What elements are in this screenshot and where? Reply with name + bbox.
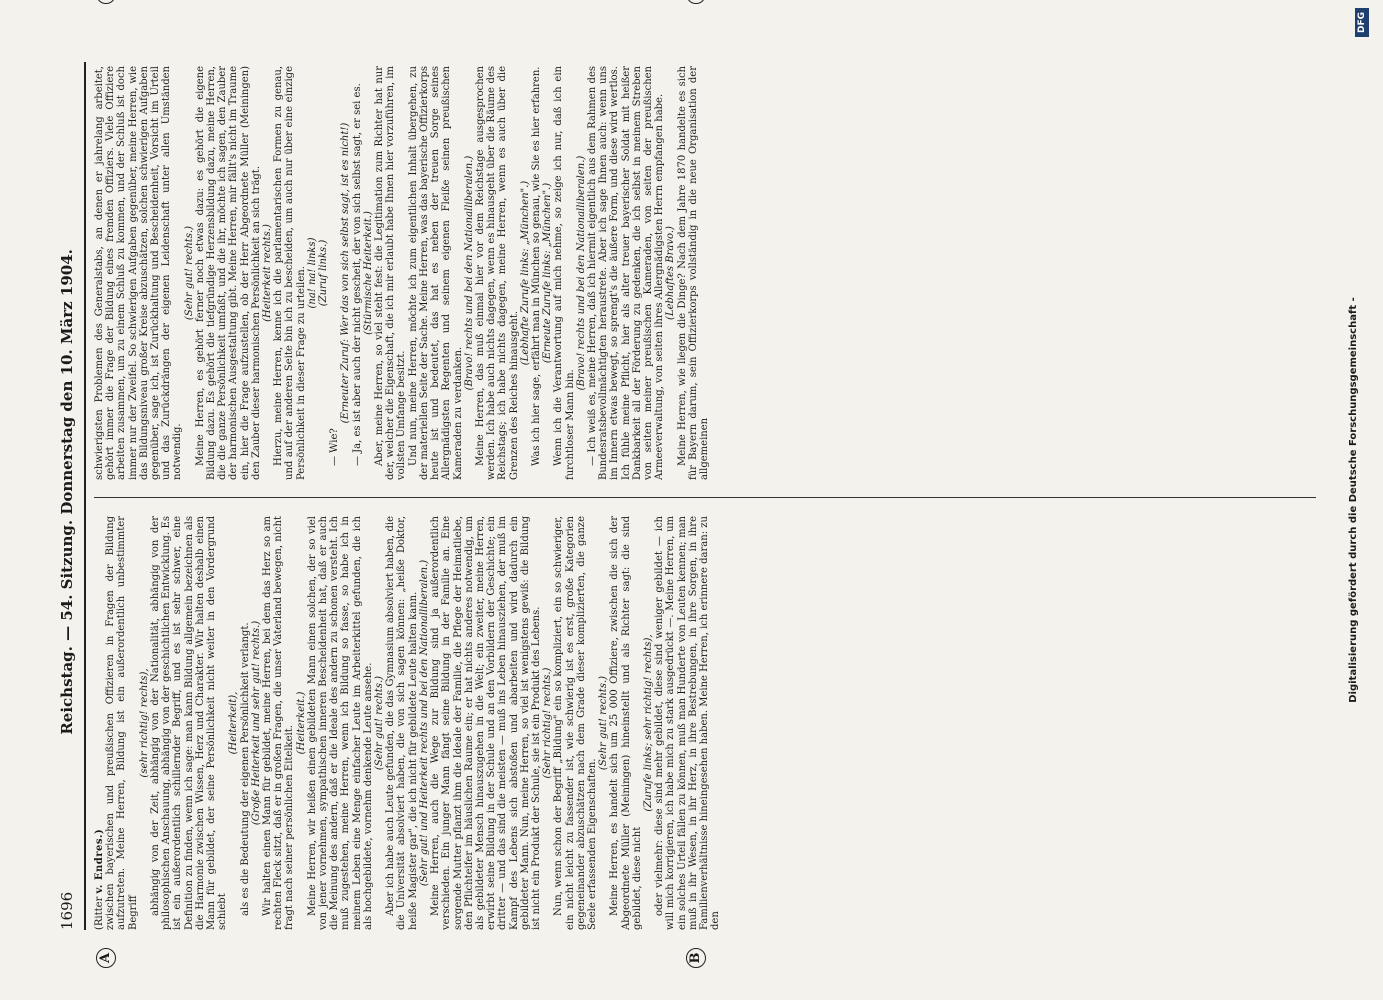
margin-marker-b: B: [686, 948, 706, 968]
interjection: (sehr richtig! rechts),: [138, 668, 150, 778]
paragraph: — Ja, es ist aber auch der nicht gescheit, der von sich selbst sagt, er sei es.: [351, 83, 363, 466]
interjection: (Bravo! rechts und bei den Nationalliberalen.): [463, 155, 475, 391]
speaker-line: [94, 516, 105, 930]
paragraph: Meine Herren, auch die Wege zur Bildung sind ja außerordentlich verschieden. Ein junger Mann fängt seine Bildung in der Familie an. Eine sorgende Mutter pflanzt ihm die Ideale der Familie, die Pflege der Heimatliebe, den Pflichteifer im häuslichen Raume ein; er hat nichts anderes notwendig, um als gebildeter Mensch hinauszugehen in die Welt; ein zweiter, meine Herren, erwirbt seine Bildung in der Schule und an den Vorbildern der Geschichte; ein dritter — und das sind die meisten — muß ins Leben hinausziehen, der muß im Kampf des Lebens sich abstoßen und abarbeiten und wird dadurch ein gebildeter Mann. Nun, meine Herren, so viel ist wenigstens gewiß: die Bildung ist nicht ein Produkt der Schule, sie ist ein Produkt des Lebens.: [430, 516, 542, 930]
paragraph: schwierigsten Problemen des Generalstabs, an denen er jahrelang arbeitet, gehört immer die Frage der Bildung eines fremden Offiziers. Viele Offiziere arbeiten zusammen, um zu einem Schluß zu kommen, und der Schluß ist doch immer nur der Zweifel. So schwierigen Aufgaben gegenüber, meine Herren, wie das Bildungsniveau großer Kreise abzuschätzen, solchen schwierigen Aufgaben gegenüber, sage ich, ist Zurückhaltung und Bescheidenheit, Vorsicht im Urteil und das Zurückdrängen der eigenen Leidenschaft unter allen Umständen notwendig.: [94, 66, 184, 480]
margin-marker-d: [686, 0, 706, 4]
paragraph: als es die Bedeutung der eigenen Persönlichkeit verlangt.: [239, 622, 251, 916]
paragraph: Meine Herren, es gehört ferner noch etwas dazu: es gehört die eigene Bildung dazu. Es gehört die tiefgründige Herzensbildung dazu, meine Herren, die die ganze Persönlichkeit umfaßt, und die ihr, möchte ich sagen, den Zauber der harmonischen Ausgestaltung gibt. Meine Herren, mir fällt's nicht im Traume ein, hier die Frage aufzustellen, ob der Herr Abgeordnete Müller (Meiningen) den Zauber dieser harmonischen Persönlichkeit an sich trägt.: [194, 66, 262, 480]
right-column: [94, 66, 1316, 480]
paragraph: Wir halten einen Mann für gebildet, meine Herren, bei dem das Herz so am rechten Fleck sitzt, daß er in großen Fragen, die unser Vaterland bewegen, nicht fragt nach seiner persönlichen Eitelkeit.: [262, 516, 296, 930]
paragraph: oder vielmehr: diese sind mehr gebildet, diese sind weniger gebildet — ich will mich korrigieren, ich habe mich zu stark ausgedrückt —. Meine Herren, um ein solches Urteil fällen zu können, muß man Hunderte von Leuten kennen; man muß in ihr Wesen, in ihr Herz, in ihre Bestrebungen, in ihre Sorgen, in ihre Familienverhältnisse hineingesehen haben. Meine Herren, ich erinnere daran: zu den: [654, 516, 722, 930]
page-body: [58, 62, 1326, 964]
paragraph: Meine Herren, das muß einmal hier vor dem Reichstage ausgesprochen werden. Ich habe auch nichts dagegen, wenn es hinausgeht über die Räume des Reichstags; ich habe nichts dagegen, meine Herren, wenn es auch über die Grenzen des Reiches hinausgeht.: [474, 66, 520, 480]
speaker-prefix: (Ritter: [94, 896, 105, 930]
paragraph: zwischen bayerischen und preußischen Offizieren in Fragen der Bildung aufzutreten. Meine Herren, Bildung ist ein außerordentlich unbestimmter Begriff: [105, 516, 139, 930]
column-divider: [94, 497, 1316, 498]
interjection: (Zurufe links; sehr richtig! rechts),: [642, 634, 654, 812]
paragraph: Was ich hier sage, erfährt man in München so genau, wie Sie es hier erfahren.: [530, 66, 542, 466]
interjection: (Erneute Zurufe links: „München".): [542, 182, 554, 364]
paragraph: Meine Herren, wie liegen die Dinge? Nach dem Jahre 1870 handelte es sich für Bayern darum, sein Offizierkorps vollständig in die neue Organisation der allgemeinen: [676, 66, 710, 480]
interjection: (Sehr gut! und Heiterkeit rechts und bei den Nationalliberalen.): [418, 559, 430, 887]
interjection: (Sehr gut! rechts.): [183, 225, 195, 321]
paragraph: Meine Herren, wir heißen einen gebildeten Mann einen solchen, der so viel von jener vornehmen, sympathischen inneren Bescheidenheit hat, daß er auch die Meinung des andern, daß er die Ideale des andern zu schonen versteht. Ich muß zugestehen, meine Herren, wenn ich Bildung so fasse, so habe ich in meinem Leben eine Menge einfacher Leute im Arbeiterkittel gefunden, die ich als hochgebildete, vornehm denkende Leute ansehe.: [306, 516, 374, 930]
page-number: 1696: [58, 891, 76, 930]
paragraph: Wenn ich die Verantwortung auf mich nehme, so zeige ich nur, daß ich ein furchtloser Mann bin.: [553, 66, 576, 480]
left-paragraphs: [105, 516, 721, 930]
paragraph: Aber, meine Herren, so viel steht fest: die Legitimation zum Richter hat nur der, welcher die Eigenschaft, die ich mir erlaubt habe Ihnen hier vorzuführen, im vollsten Umfange besitzt.: [374, 66, 408, 480]
speaker-name: v. Endres.): [94, 828, 105, 894]
interjection: (Sehr richtig! rechts.): [542, 667, 554, 779]
dfg-logo-badge: DFG: [1355, 8, 1369, 37]
interjection: (Erneuter Zuruf: Wer das von sich selbst sagt, ist es nicht!): [340, 122, 352, 424]
interjection: (Lebhafte Zurufe links: „München".): [519, 180, 531, 366]
interjection: (Sehr gut! rechts.): [598, 675, 610, 771]
paragraph: Meine Herren, es handelt sich um 25 000 Offiziere, zwischen die sich der Abgeordnete Müller (Meiningen) hineinstellt und als Richter sagt: die sind gebildet, diese nicht: [609, 516, 643, 930]
left-column: [94, 516, 1316, 930]
margin-marker-c: [96, 0, 116, 4]
right-paragraphs: [94, 66, 710, 480]
interjection: (Heiterkeit),: [228, 691, 240, 755]
interjection: (Zuruf links.): [318, 239, 330, 307]
page-title: Reichstag. — 54. Sitzung. Donnerstag den 10. März 1904.: [58, 249, 76, 735]
header-rule: [84, 62, 86, 930]
paragraph: — Wie?: [329, 428, 341, 466]
digitization-credit: Digitalisierung gefördert durch die Deutsche Forschungsgemeinschaft -: [1347, 297, 1359, 703]
interjection: (Stürmische Heiterkeit.): [362, 211, 374, 335]
paragraph: Hierzu, meine Herren, kenne ich die parlamentarischen Formen zu genau, und auf der anderen Seite bin ich zu bescheiden, um auch nur über eine einzige Persönlichkeit in dieser Frage zu urteilen.: [273, 66, 307, 480]
margin-marker-a: A: [96, 948, 116, 968]
interjection: (Heiterkeit rechts.): [262, 224, 274, 322]
paragraph: Und nun, meine Herren, möchte ich zum eigentlichen Inhalt übergehen, zu der materiellen Seite der Sache. Meine Herren, was das bayerische Offizierkorps heute ist und bedeutet, das hat es neben der treuen Sorge seines Allergnädigsten Regenten und seinem eigenen Fleiße seinen preußischen Kameraden zu verdanken.: [407, 66, 464, 480]
interjection: (Heiterkeit.): [295, 691, 307, 755]
paragraph: Nun, wenn schon der Begriff „Bildung" ein so kompliziert, ein so schwieriger, ein nicht leicht zu fassender ist, wie schwierig ist es erst, große Kategorien gegeneinander abzuschätzen nach dem Grade dieser komplizierten, die ganze Seele erfassenden Eigenschaften.: [553, 516, 598, 930]
interjection: (Große Heiterkeit und sehr gut! rechts.): [250, 620, 262, 826]
interjection: (na! na! links): [306, 237, 318, 309]
interjection: (Bravo! rechts und bei den Nationalliberalen.): [575, 155, 587, 391]
paragraph: Aber ich habe auch Leute gefunden, die das Gymnasium absolviert haben, die die Universität absolviert haben, die von sich sagen können: „heiße Doktor, heiße Magister gar", die ich nicht für gebildete Leute halten kann.: [385, 516, 419, 930]
page-header: [58, 62, 82, 930]
interjection: (Lebhaftes Bravo.): [665, 226, 677, 320]
paragraph: abhängig von der Zeit, abhängig von der Nationalität, abhängig von der philosophischen Anschauung, abhängig von der geschichtlichen Entwicklung. Es ist ein außerordentlich schillernder Begriff, und es ist sehr schwer, eine Definition zu finden, wenn ich sage: man kann Bildung allgemein bezeichnen als die Harmonie zwischen Wissen, Herz und Charakter. Wir halten deshalb einen Mann für gebildet, der seine Persönlichkeit nicht weiter in den Vordergrund schiebt: [150, 516, 229, 930]
paragraph: — Ich weiß es, meine Herren, daß ich hiermit eigentlich aus dem Rahmen des Bundesratsbevollmächtigten heraustrete. Aber ich sage Ihnen auch: wenn uns im Innern etwas bewegt, so sprengt's die äußere Form, und diese wird wertlos. Ich fühle meine Pflicht, hier als alter treuer bayerischer Soldat mit heißer Dankbarkeit all der Förderung zu gedenken, die ich selbst in meinem Streben von seiten meiner preußischen Kameraden, von seiten der preußischen Armeeverwaltung, von seiten ihres Allergnädigsten Herrn empfangen habe.: [586, 66, 666, 480]
interjection: (Sehr gut! rechts.): [374, 675, 386, 771]
